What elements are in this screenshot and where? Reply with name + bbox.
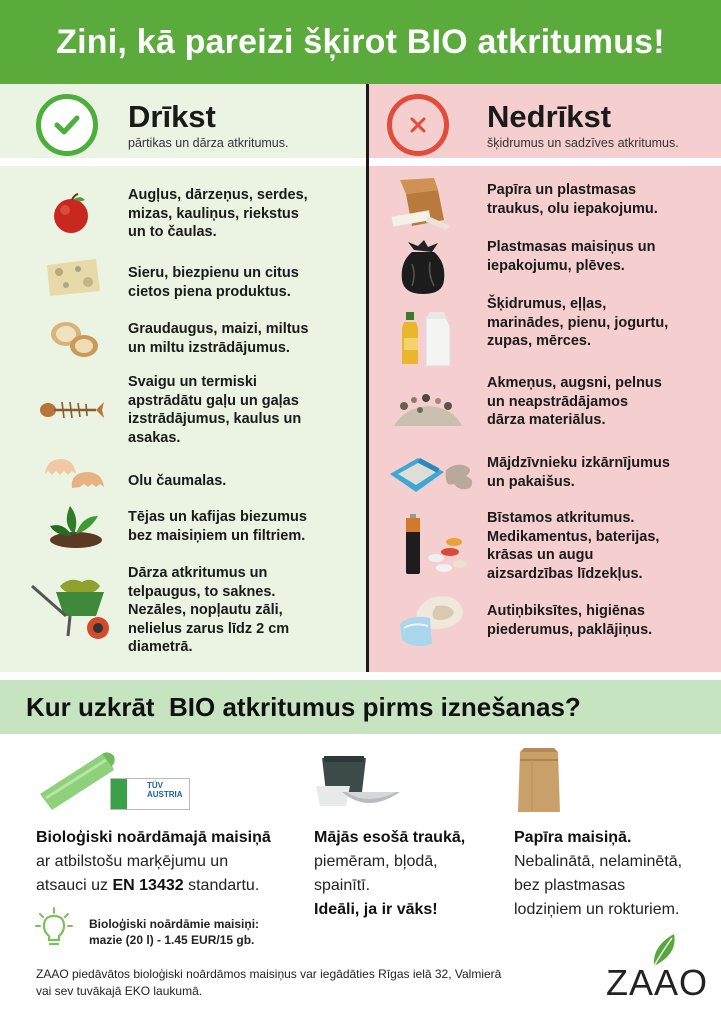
option-1-line2: atsauci uz EN 13432 standartu. [36, 877, 260, 894]
option-1-line1: ar atbilstošu marķējumu un [36, 853, 229, 870]
bottle-icon [398, 310, 454, 373]
paper-bag-icon [514, 746, 564, 821]
litter-box-icon [386, 452, 478, 503]
allowed-item: Graudaugus, maizi, miltus un miltu izstrādājumus. [128, 321, 309, 356]
tuv-certificate-badge [110, 778, 190, 810]
allowed-item: Dārza atkritumus un telpaugus, to saknes. Nezāles, nopļautu zāli, nelielus zarus līdz 2 cm diametrā. [128, 565, 290, 655]
option-home-container [314, 826, 504, 922]
allowed-item: Augļus, dārzeņus, serdes, mizas, kauliņus, riekstus un to čaulas. [128, 187, 308, 240]
checkmark-icon [36, 94, 98, 156]
zaao-logo: ZAAO [606, 962, 709, 1003]
forbidden-item: Bīstamos atkritumus. Medikamentus, baterijas, krāsas un augu aizsardzības līdzekļus. [487, 510, 660, 582]
gravel-icon [390, 388, 466, 435]
takeout-box-icon [388, 176, 456, 239]
forbidden-item: Papīra un plastmasas traukus, olu iepakojumu. [487, 182, 658, 217]
storage-options [0, 734, 721, 1024]
forbidden-subtitle: šķidrumus un sadzīves atkritumus. [487, 136, 679, 150]
forbidden-item: Plastmasas maisiņus un iepakojumu, plēves. [487, 239, 656, 274]
allowed-item: Sieru, biezpienu un citus cietos piena produktus. [128, 265, 299, 300]
option-1-title: Bioloģiski noārdāmajā maisiņā [36, 829, 271, 846]
column-divider [366, 84, 369, 672]
eggshell-icon [42, 456, 108, 495]
wheelbarrow-icon [30, 576, 116, 649]
footer-note: ZAAO piedāvātos bioloģiski noārdāmos maisiņus var iegādāties Rīgas ielā 32, Valmierā vai sev tuvākajā EKO laukumā. [36, 967, 502, 998]
tea-leaves-icon [44, 500, 108, 555]
allowed-subtitle: pārtikas un dārza atkritumus. [128, 136, 289, 150]
forbidden-header [387, 94, 679, 156]
option-2-title: Mājās esošā traukā, [314, 829, 466, 846]
allowed-item: Svaigu un termiski apstrādātu gaļu un gaļas izstrādājumus, kaulus un asakas. [128, 374, 302, 446]
option-3-title: Papīra maisiņā. [514, 829, 632, 846]
option-paper-bag [514, 826, 714, 922]
storage-title: Kur uzkrāt BIO atkritumus pirms iznešanas? [26, 691, 581, 722]
option-2-line1: piemēram, bļodā, [314, 853, 438, 870]
allowed-title: Drīkst [128, 99, 216, 134]
option-2-highlight: Ideāli, ja ir vāks! [314, 901, 438, 918]
forbidden-item: Mājdzīvnieku izkārnījumus un pakaišus. [487, 455, 670, 490]
allowed-item: Tējas un kafijas biezumus bez maisiņiem un filtriem. [128, 509, 307, 544]
page-title: Zini, kā pareizi šķirot BIO atkritumus! [56, 22, 665, 61]
allowed-header [36, 94, 289, 156]
apple-icon [50, 192, 94, 241]
forbidden-item: Autiņbiksītes, higiēnas piederumus, paklājiņus. [487, 603, 653, 638]
storage-section-bar [0, 680, 721, 734]
header-banner [0, 0, 721, 84]
option-3-line2: bez plastmasas [514, 877, 626, 894]
forbidden-item: Akmeņus, augsni, pelnus un neapstrādājamos dārza materiālus. [487, 375, 662, 428]
bucket-bowl-icon [314, 750, 404, 819]
trash-bag-icon [398, 240, 448, 301]
option-3-line3: lodziņiem un rokturiem. [514, 901, 680, 918]
forbidden-header-separator [369, 158, 721, 166]
option-2-line2: spainītī. [314, 877, 371, 894]
option-compostable-bag [36, 826, 326, 898]
cheese-icon [44, 255, 102, 304]
bag-price-note: Bioloģiski noārdāmie maisiņi: mazie (20 l) - 1.45 EUR/15 gb. [89, 917, 260, 947]
battery-pills-icon [398, 512, 470, 583]
cross-icon [387, 94, 449, 156]
option-3-line1: Nebalinātā, nelaminētā, [514, 853, 683, 870]
forbidden-item: Šķidrumus, eļļas, marinādes, pienu, jogurtu, zupas, mērces. [487, 296, 669, 349]
allowed-header-separator [0, 158, 366, 166]
bread-icon [46, 316, 102, 367]
forbidden-title: Nedrīkst [487, 99, 612, 134]
allowed-item: Olu čaumalas. [128, 473, 227, 489]
fish-bone-icon [38, 393, 106, 432]
lightbulb-icon [34, 906, 74, 955]
diaper-icon [396, 592, 466, 655]
tuv-label: TÜV AUSTRIA [147, 781, 183, 799]
